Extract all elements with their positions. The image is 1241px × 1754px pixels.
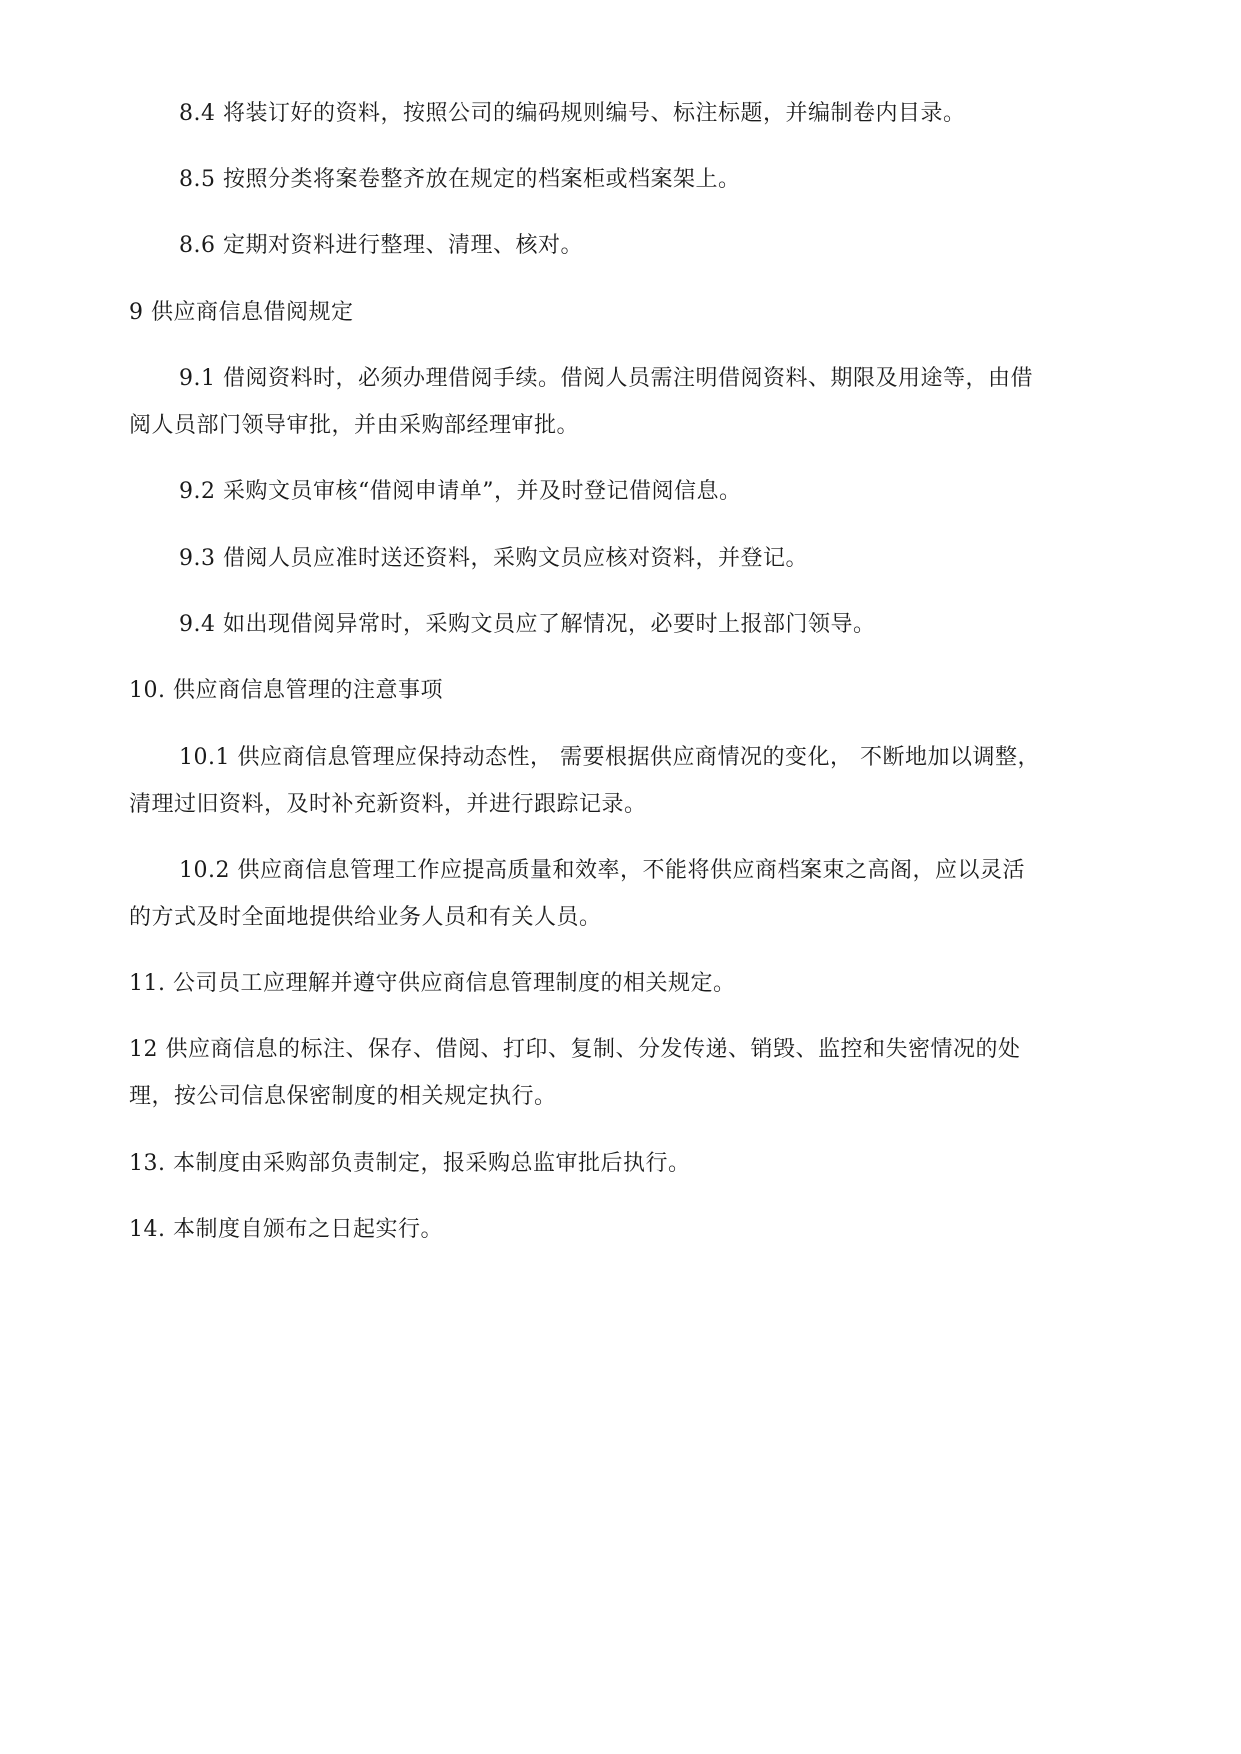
clause-9-1: 9.1 借阅资料时，必须办理借阅手续。借阅人员需注明借阅资料、期限及用途等，由借 bbox=[179, 366, 1033, 391]
clause-8-4: 8.4 将装订好的资料，按照公司的编码规则编号、标注标题，并编制卷内目录。 bbox=[179, 101, 966, 126]
clause-9-4: 9.4 如出现借阅异常时，采购文员应了解情况，必要时上报部门领导。 bbox=[179, 612, 876, 637]
clause-8-6: 8.6 定期对资料进行整理、清理、核对。 bbox=[179, 233, 583, 258]
clause-10-1: 10.1 供应商信息管理应保持动态性， 需要根据供应商情况的变化， 不断地加以调整， bbox=[179, 745, 1040, 770]
clause-9-1-cont: 阅人员部门领导审批，并由采购部经理审批。 bbox=[129, 413, 580, 438]
clause-10-1-cont: 清理过旧资料，及时补充新资料，并进行跟踪记录。 bbox=[129, 792, 647, 817]
clause-10-2-cont: 的方式及时全面地提供给业务人员和有关人员。 bbox=[129, 905, 602, 930]
section-12-cont: 理，按公司信息保密制度的相关规定执行。 bbox=[129, 1084, 557, 1109]
clause-9-2: 9.2 采购文员审核“借阅申请单”，并及时登记借阅信息。 bbox=[179, 479, 742, 504]
section-13: 13. 本制度由采购部负责制定，报采购总监审批后执行。 bbox=[129, 1151, 691, 1176]
clause-8-5: 8.5 按照分类将案卷整齐放在规定的档案柜或档案架上。 bbox=[179, 167, 741, 192]
section-14: 14. 本制度自颁布之日起实行。 bbox=[129, 1217, 443, 1242]
section-12: 12 供应商信息的标注、保存、借阅、打印、复制、分发传递、销毁、监控和失密情况的处 bbox=[129, 1037, 1021, 1062]
section-10-heading: 10. 供应商信息管理的注意事项 bbox=[129, 678, 443, 703]
section-11: 11. 公司员工应理解并遵守供应商信息管理制度的相关规定。 bbox=[129, 971, 736, 996]
clause-9-3: 9.3 借阅人员应准时送还资料，采购文员应核对资料，并登记。 bbox=[179, 546, 808, 571]
section-9-heading: 9 供应商信息借阅规定 bbox=[129, 300, 354, 325]
clause-10-2: 10.2 供应商信息管理工作应提高质量和效率，不能将供应商档案束之高阁，应以灵活 bbox=[179, 858, 1025, 883]
